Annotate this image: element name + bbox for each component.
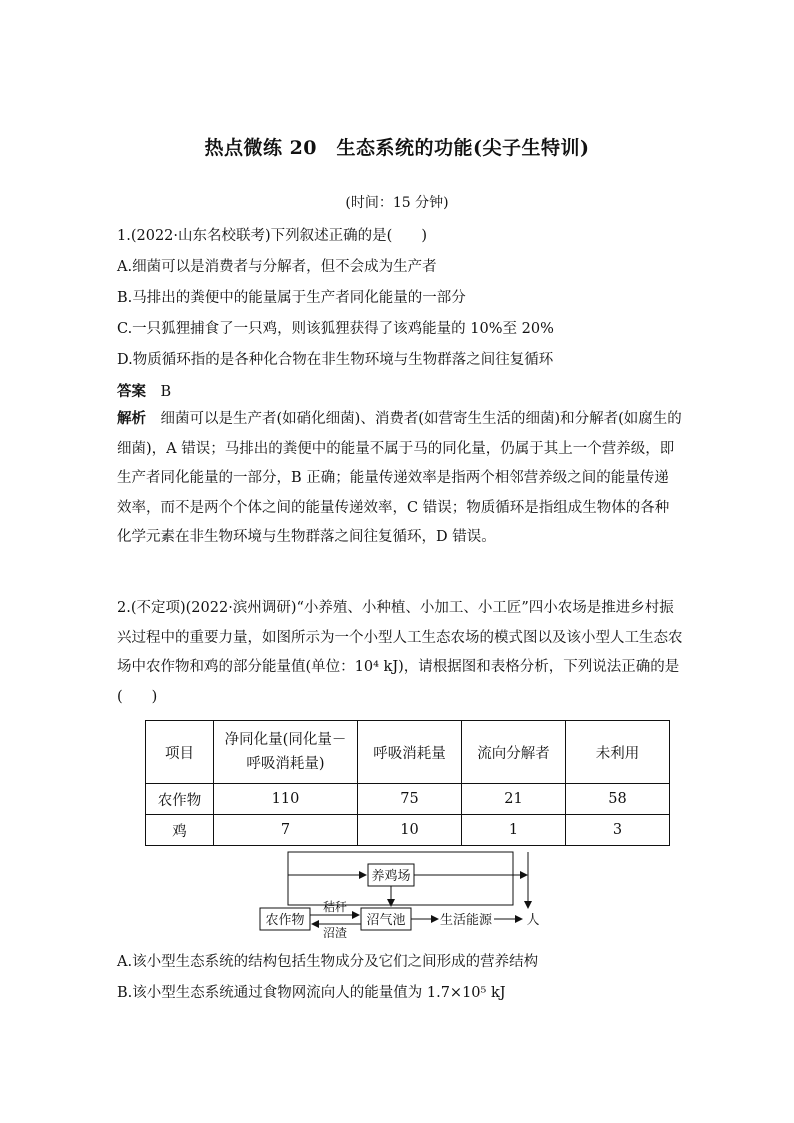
farm-flow-diagram (258, 850, 548, 938)
table-cell: 21 (462, 784, 566, 815)
table-cell: 7 (214, 815, 358, 846)
table-cell: 鸡 (146, 815, 214, 846)
table-header: 净同化量(同化量－呼吸消耗量) (214, 721, 358, 784)
table-header-row (146, 721, 670, 784)
q1-stem: 1.(2022·山东名校联考)下列叙述正确的是( ) (117, 228, 427, 244)
analysis-label: 解析 (117, 410, 146, 427)
biogas-label: 沼气池 (366, 913, 406, 928)
table-cell: 3 (566, 815, 670, 846)
q1-option-c: C.一只狐狸捕食了一只鸡，则该狐狸获得了该鸡能量的 10%至 20% (117, 321, 554, 337)
table-cell: 110 (214, 784, 358, 815)
q1-option-d: D.物质循环指的是各种化合物在非生物环境与生物群落之间往复循环 (117, 352, 554, 368)
q1-analysis (117, 404, 683, 553)
q1-answer (117, 380, 171, 401)
energy-table (145, 720, 670, 846)
table-header: 流向分解者 (462, 721, 566, 784)
q2-option-a: A.该小型生态系统的结构包括生物成分及它们之间形成的营养结构 (117, 954, 539, 970)
table-row (146, 784, 670, 815)
time-limit: (时间：15 分钟) (345, 195, 449, 211)
table-cell: 75 (358, 784, 462, 815)
crops-label: 农作物 (265, 913, 305, 928)
table-header: 项目 (146, 721, 214, 784)
table-cell: 农作物 (146, 784, 214, 815)
answer-label: 答案 (117, 383, 146, 400)
straw-label: 秸秆 (322, 900, 348, 914)
page-title: 热点微练 20 生态系统的功能(尖子生特训) (204, 137, 590, 159)
table-cell: 1 (462, 815, 566, 846)
table-header: 呼吸消耗量 (358, 721, 462, 784)
person-label: 人 (526, 913, 540, 928)
chicken-farm-label: 养鸡场 (371, 869, 411, 884)
residue-label: 沼渣 (322, 926, 348, 938)
table-header: 未利用 (566, 721, 670, 784)
table-cell: 10 (358, 815, 462, 846)
q2-stem: 2.(不定项)(2022·滨州调研)“小养殖、小种植、小加工、小工匠”四小农场是推进乡村振兴过程中的重要力量，如图所示为一个小型人工生态农场的模式图以及该小型人工生态农场中农作物和鸡的部分能量值(单位：10⁴ kJ)，请根据图和表格分析，下列说法正确的是( ) (117, 600, 683, 705)
q1-option-a: A.细菌可以是消费者与分解者，但不会成为生产者 (117, 259, 437, 275)
analysis-text: 细菌可以是生产者(如硝化细菌)、消费者(如营寄生生活的细菌)和分解者(如腐生的细菌)，A 错误；马排出的粪便中的能量不属于马的同化量，仍属于其上一个营养级，即生产者同化能量的一部分，B 正确；能量传递效率是指两个相邻营养级之间的能量传递效率，而不是两个个体之间的能量传递效率，C 错误；物质循环是指组成生物体的各种化学元素在非生物环境与生物群落之间往复循环，D 错误。 (117, 411, 682, 545)
table-row (146, 815, 670, 846)
q1-option-b: B.马排出的粪便中的能量属于生产者同化能量的一部分 (117, 290, 466, 306)
table-cell: 58 (566, 784, 670, 815)
answer-value: B (160, 384, 172, 400)
energy-label: 生活能源 (439, 913, 493, 928)
q2-option-b: B.该小型生态系统通过食物网流向人的能量值为 1.7×10⁵ kJ (117, 985, 506, 1001)
